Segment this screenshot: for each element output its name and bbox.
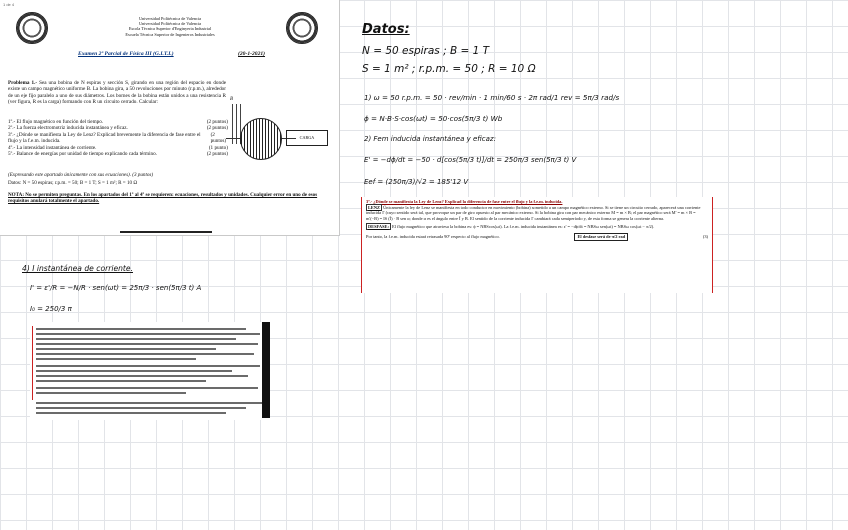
exam-note: NOTA: No se permiten preguntas. En los apartados del 1º al 4º se requieren: ecuaciones, resultados y unidades. Cualquier error en uno de esos requisitos anulará totalmente el apartado. [8, 192, 318, 205]
part-text: 1º.- El flujo magnético en función del tiempo. [8, 119, 104, 125]
problem-parts [8, 119, 228, 157]
lenz-text: Únicamente la ley de Lenz se manifiesta en todo conductor en movimiento (bobina) sometido a un campo magnético externo. Si se tiene un circuito cerrado, aparecerá una corriente inducida I' (cuyo sentido será tal, que provoque un par de giro opuesto al par mecánico externo. Si la bobina gira con par mecánico externo M = m × B; el par magnético será M' = m × B = m'(−B) = IS (Ī) · B sen α; donde α es el ángulo entre Ī y B. El sentido de la corriente inducida I' cambiará cada semiperíodo y, de esta forma se genera la corriente alterna. [366, 204, 701, 221]
part-points: (2 puntos) [206, 119, 228, 125]
lenz-section [361, 197, 713, 293]
text-line [36, 380, 206, 382]
handwritten-line: I' = ε'/R = −N/R · sen(ωt) = 25π/3 · sen(5π/3 t) A [30, 284, 202, 292]
handwritten-line: E' = −dϕ/dt = −50 · d[cos(5π/3 t)]/dt = 250π/3 sen(5π/3 t) V [364, 156, 577, 164]
handwritten-line: 1) ω = 50 r.p.m. = 50 · rev/min · 1 min/60 s · 2π rad/1 rev = 5π/3 rad/s [364, 93, 620, 102]
desfase-paragraph [366, 224, 708, 230]
margin-line [32, 326, 33, 400]
page-number: 1 de 4 [3, 2, 15, 7]
load-box: CARGA [286, 130, 328, 146]
handwritten-line: Eef = (250π/3)/√2 = 185'12 V [364, 178, 469, 186]
text-line [36, 358, 196, 360]
university-line: Universidad Politécnica de Valencia [138, 21, 202, 27]
university-line: Escola Tècnica Superior d'Enginyeria Industrial [128, 26, 212, 32]
text-line [36, 353, 254, 355]
problem-text: Sea una bobina de N espiras y sección S, girando en una región del espacio en donde existe un campo magnético uniforme B. La bobina gira, a 50 revoluciones por minuto (r.p.m.), alrededor de un eje fijo paralelo a uno de sus diámetros. Los bornes de la bobina están unidos a una resistencia R (ver figura, R es la carga) formando con R un circuito cerrado. Calcular: [8, 80, 226, 106]
text-line [36, 375, 248, 377]
data-line: Datos: N = 50 espiras; r.p.m. = 50; B = 1 T; S = 1 m²; R = 10 Ω [8, 180, 138, 186]
text-line [36, 338, 236, 340]
conclusion-text: Por tanto, la f.e.m. inducida estará retrasada 90º respecto al flujo magnético. [366, 233, 500, 239]
exam-date: (20-1-2021) [238, 51, 266, 57]
problem-part [8, 132, 228, 145]
conclusion-row [366, 233, 708, 241]
field-label: B [230, 97, 234, 102]
part-text: 4º.- La intensidad instantánea de corriente. [8, 144, 97, 151]
text-line [36, 387, 258, 389]
equation-number: (3) [702, 233, 708, 239]
problem-label: Problema 1.- [8, 80, 38, 86]
desfase-text: El flujo magnético que atraviesa la bobina es: ϕ = NBScos(ωt). La f.e.m. inducida instantánea es: ε' = −dϕ/dt = NBSω sen(ωt) = NBSω cos(ωt − π/2). [392, 224, 655, 230]
part-points: (2 puntos) [206, 151, 228, 158]
text-line [36, 407, 246, 409]
text-line [36, 328, 246, 330]
problem-statement [8, 80, 226, 106]
university-line: Universidad Politécnica de Valencia [138, 16, 202, 21]
part-points: (1 punto) [208, 144, 228, 151]
text-line [36, 412, 226, 414]
datos-heading: Datos: [362, 22, 410, 37]
part-text: 2º.- La fuerza electromotriz inducida instantánea y eficaz. [8, 125, 128, 132]
handwritten-line: ϕ = N·B·S·cos(ωt) = 50·cos(5π/3 t) Wb [364, 114, 503, 123]
university-seal-icon [16, 12, 48, 44]
part-text: 3º.- ¿Dónde se manifiesta la Ley de Lenz? Explicad brevemente la diferencia de fase entre el flujo y la f.e.m. inducida. [8, 131, 201, 145]
lenz-keyword: LENZ [368, 204, 380, 210]
text-line [36, 333, 260, 335]
coil-icon [240, 118, 282, 160]
text-line [36, 402, 262, 404]
text-line [36, 370, 232, 372]
text-line [36, 348, 216, 350]
text-line [36, 392, 186, 394]
express-note: (Expresando este apartado únicamente con sus ecuaciones). (3 puntos) [8, 172, 154, 178]
handwritten-line: N = 50 espiras ; B = 1 T [362, 45, 490, 57]
part-text: 5º.- Balance de energías por unidad de tiempo explicando cada término. [8, 151, 158, 158]
handwritten-line: I₀ = 250/3 π [30, 305, 72, 313]
university-line: Escuela Técnica Superior de Ingenieros Industriales [125, 31, 215, 37]
text-line [36, 343, 258, 345]
part-points: (2 puntos) [206, 125, 228, 132]
desfase-keyword: DESFASE: [368, 224, 389, 230]
handwritten-line: S = 1 m² ; r.p.m. = 50 ; R = 10 Ω [362, 63, 536, 75]
handwritten-heading: 4) I instantánea de corriente. [22, 264, 133, 273]
part-points: (2 puntos) [210, 131, 227, 145]
text-line [36, 365, 260, 367]
exam-sheet [0, 0, 340, 236]
scan-edge-bar [262, 322, 270, 418]
lenz-paragraph [366, 205, 708, 222]
university-header [110, 16, 230, 37]
lenz-question: 3º.- ¿Dónde se manifiesta la Ley de Lenz? Explicad la diferencia de fase entre el flujo y la f.e.m. inducida. [366, 199, 563, 204]
problem-part [8, 151, 228, 157]
handwritten-line: 2) Fem inducida instantánea y eficaz: [364, 135, 496, 143]
exam-title: Examen 2º Parcial de Física III (G.I.T.I.) [78, 51, 174, 57]
divider [120, 231, 212, 233]
scanned-text-block [30, 322, 270, 420]
school-seal-icon [286, 12, 318, 44]
boxed-result: El desfase será de π/2 rad [574, 233, 628, 241]
coil-figure [226, 97, 330, 172]
